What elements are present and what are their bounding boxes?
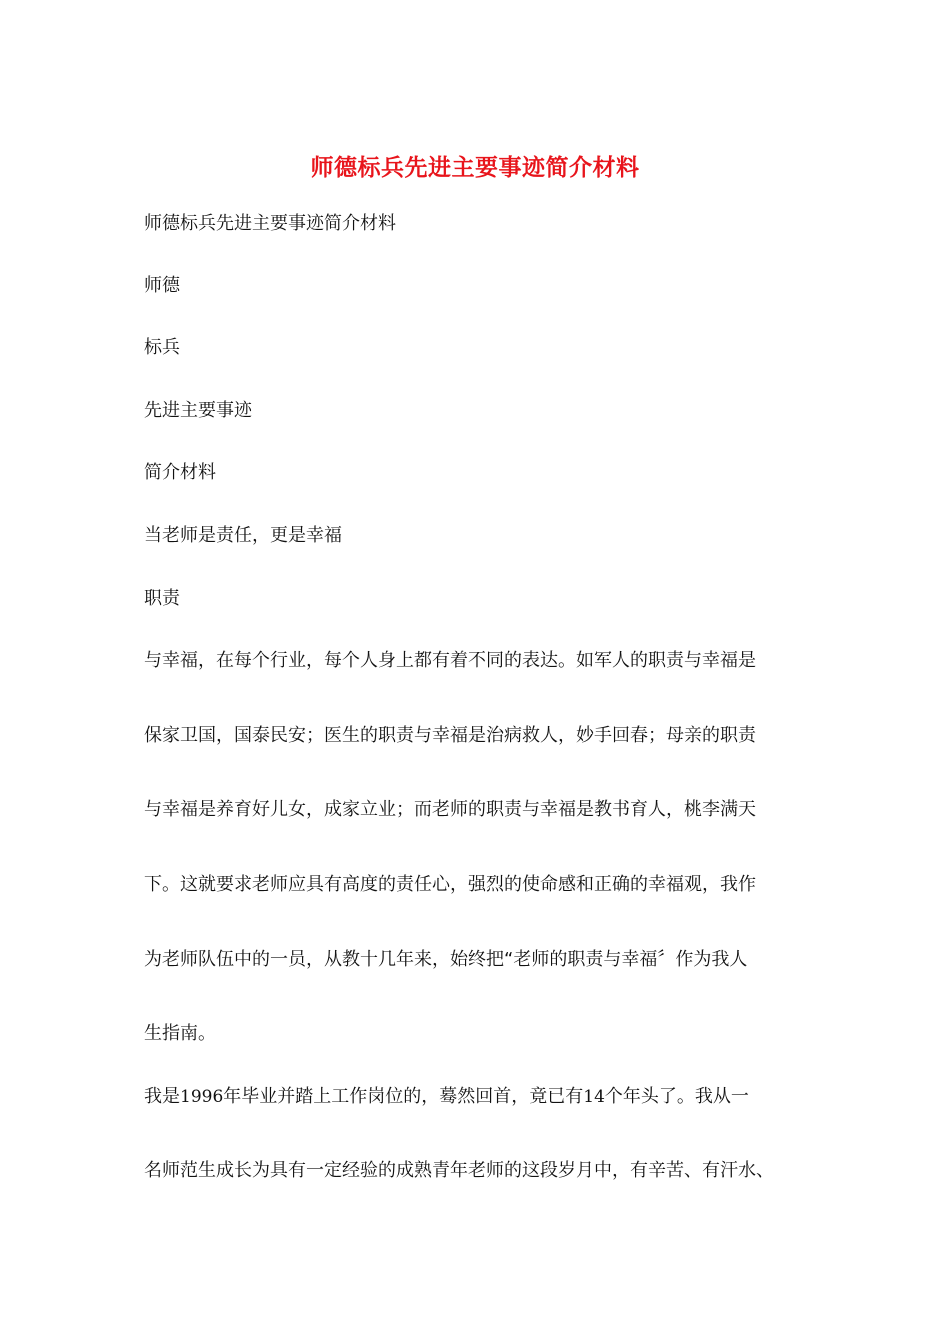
text-line: 先进主要事迹	[144, 400, 252, 421]
text-segment: 个年头了。我从一	[604, 1086, 749, 1107]
text-segment: 我是	[144, 1086, 180, 1107]
text-line: 职责	[144, 588, 180, 609]
paragraph-line: 保家卫国，国泰民安；医生的职责与幸福是治病救人，妙手回春；母亲的职责	[144, 725, 756, 746]
document-title: 师德标兵先进主要事迹简介材料	[310, 154, 640, 181]
text-line: 师德	[144, 275, 180, 296]
text-line: 标兵	[144, 337, 180, 358]
paragraph-line: 与幸福是养育好儿女，成家立业；而老师的职责与幸福是教书育人，桃李满天	[144, 799, 756, 820]
paragraph-line: 为老师队伍中的一员，从教十几年来，始终把“老师的职责与幸福〞作为我人	[144, 949, 748, 970]
paragraph-line: 下。这就要求老师应具有高度的责任心，强烈的使命感和正确的幸福观，我作	[144, 874, 756, 895]
text-segment: 年毕业并踏上工作岗位的，蓦然回首，竟已有	[223, 1086, 584, 1107]
section-heading: 当老师是责任，更是幸福	[144, 525, 342, 546]
text-line: 简介材料	[144, 462, 216, 483]
years-count: 14	[583, 1087, 605, 1107]
subtitle-line: 师德标兵先进主要事迹简介材料	[144, 213, 396, 234]
paragraph-line: 与幸福，在每个行业，每个人身上都有着不同的表达。如军人的职责与幸福是	[144, 650, 756, 671]
paragraph-line: 生指南。	[144, 1023, 216, 1044]
year-number: 1996	[180, 1087, 224, 1107]
paragraph-line	[144, 1083, 749, 1111]
paragraph-line: 名师范生成长为具有一定经验的成熟青年老师的这段岁月中，有辛苦、有汗水、	[144, 1160, 774, 1181]
